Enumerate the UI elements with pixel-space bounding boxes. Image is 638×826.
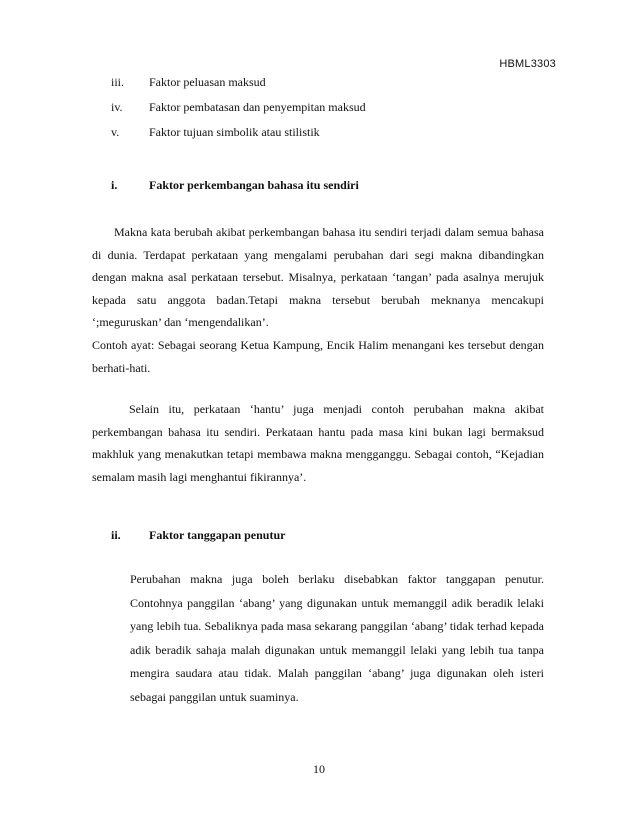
paragraph: Selain itu, perkataan ‘hantu’ juga menjadi contoh perubahan makna akibat perkembangan bahasa itu sendiri. Perkataan hantu pada masa kini bukan lagi bermaksud makhluk yang menakutkan tetapi membawa makna mengganggu. Sebagai contoh, “Kejadian semalam masih lagi menghantui fikirannya’. xyxy=(92,402,544,484)
paragraph: Makna kata berubah akibat perkembangan bahasa itu sendiri terjadi dalam semua bahasa di dunia. Terdapat perkataan yang mengalami perubahan dari segi makna dibandingkan dengan makna asal perkataan tersebut. Misalnya, perkataan ‘tangan’ pada asalnya merujuk kepada satu anggota badan.Tetapi makna tersebut berubah meknanya mencakupi ‘;meguruskan’ dan ‘mengendalikan’. xyxy=(92,225,544,330)
list-item xyxy=(111,99,366,124)
list-item xyxy=(111,124,366,149)
factor-list xyxy=(111,74,366,149)
section-heading-2 xyxy=(111,528,285,543)
list-item-number: iii. xyxy=(111,75,125,89)
course-code-header: HBML3303 xyxy=(499,58,556,70)
section-number: i. xyxy=(111,178,118,192)
section-number: ii. xyxy=(111,528,121,542)
list-item xyxy=(111,74,366,99)
section-title: Faktor tanggapan penutur xyxy=(149,528,286,542)
section-2-body xyxy=(130,568,544,710)
section-1-body-2 xyxy=(92,398,544,488)
list-item-number: v. xyxy=(111,125,120,139)
list-item-text: Faktor tujuan simbolik atau stilistik xyxy=(149,125,320,139)
section-1-body xyxy=(92,221,544,379)
page-number: 10 xyxy=(313,762,325,776)
paragraph: Perubahan makna juga boleh berlaku disebabkan faktor tanggapan penutur. Contohnya panggilan ‘abang’ yang digunakan untuk memanggil adik beradik lelaki yang lebih tua. Sebaliknya pada masa sekarang panggilan ‘abang’ tidak terhad kepada adik beradik sahaja malah digunakan untuk memanggil lelaki yang lebih tua tanpa mengira saudara atau tidak. Malah panggilan ‘abang’ juga digunakan oleh isteri sebagai panggilan untuk suaminya. xyxy=(130,572,544,704)
example-sentence: Contoh ayat: Sebagai seorang Ketua Kampung, Encik Halim menangani kes tersebut dengan berhati-hati. xyxy=(92,337,544,375)
list-item-text: Faktor peluasan maksud xyxy=(149,75,266,89)
section-title: Faktor perkembangan bahasa itu sendiri xyxy=(149,178,359,192)
list-item-text: Faktor pembatasan dan penyempitan maksud xyxy=(149,100,366,114)
section-heading-1 xyxy=(111,178,359,193)
list-item-number: iv. xyxy=(111,100,123,114)
